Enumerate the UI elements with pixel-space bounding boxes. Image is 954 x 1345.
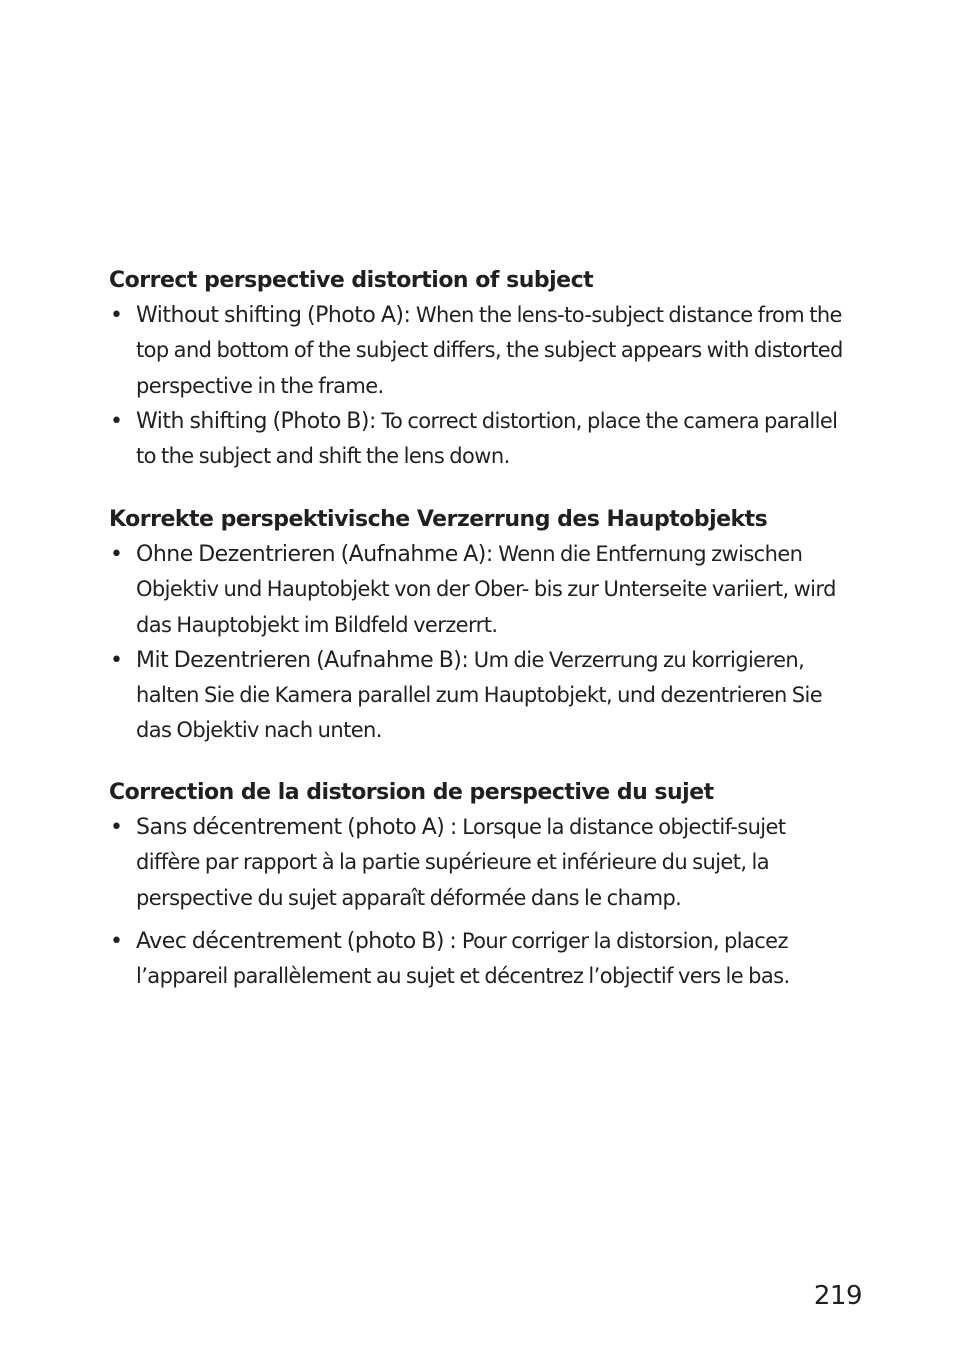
item-text: Lorsque la distance objectif-sujet diffère par rapport à la partie supérieure et inférieure du sujet, la perspective du sujet apparaît déformée dans le champ. [136,815,786,910]
bullet-icon: • [110,542,123,567]
list-item [109,643,854,749]
item-lead: Avec décentrement (photo B) : [136,928,462,954]
bullet-list [109,298,854,474]
item-lead: Ohne Dezentrieren (Aufnahme A): [136,542,499,567]
item-text: Um die Verzerrung zu korrigieren, halten Sie die Kamera parallel zum Hauptobjekt, und dezentrieren Sie das Objektiv nach unten. [136,647,823,743]
section-heading: Korrekte perspektivische Verzerrung des Hauptobjekts [109,507,768,532]
bullet-icon: • [110,303,123,328]
section-german [109,502,854,749]
section-french [109,775,854,994]
list-item [109,924,854,995]
bullet-icon: • [110,928,123,954]
item-lead: Without shifting (Photo A): [136,303,416,328]
item-lead: Sans décentrement (photo A) : [136,815,463,840]
item-text: When the lens-to-subject distance from the top and bottom of the subject differs, the subject appears with distorted perspective in the frame. [136,303,843,398]
item-text: Pour corriger la distorsion, placez l’appareil parallèlement au sujet et décentrez l’objectif vers le bas. [136,928,790,989]
bullet-icon: • [110,408,123,434]
bullet-list [109,810,854,994]
item-text: Wenn die Entfernung zwischen Objektiv und Hauptobjekt von der Ober- bis zur Unterseite variiert, wird das Hauptobjekt im Bildfeld verzerrt. [136,542,836,637]
bullet-list [109,537,854,749]
item-lead: With shifting (Photo B): [136,408,382,434]
section-english [109,263,854,474]
bullet-icon: • [110,647,123,673]
item-text: To correct distortion, place the camera parallel to the subject and shift the lens down. [136,408,838,469]
page-number: 219 [813,1281,862,1311]
list-item [109,810,854,916]
list-item [109,298,854,404]
item-lead: Mit Dezentrieren (Aufnahme B): [136,647,474,673]
list-item [109,537,854,643]
list-item [109,404,854,475]
bullet-icon: • [110,815,123,840]
section-heading: Correct perspective distortion of subject [109,268,594,293]
section-heading: Correction de la distorsion de perspective du sujet [109,780,714,805]
